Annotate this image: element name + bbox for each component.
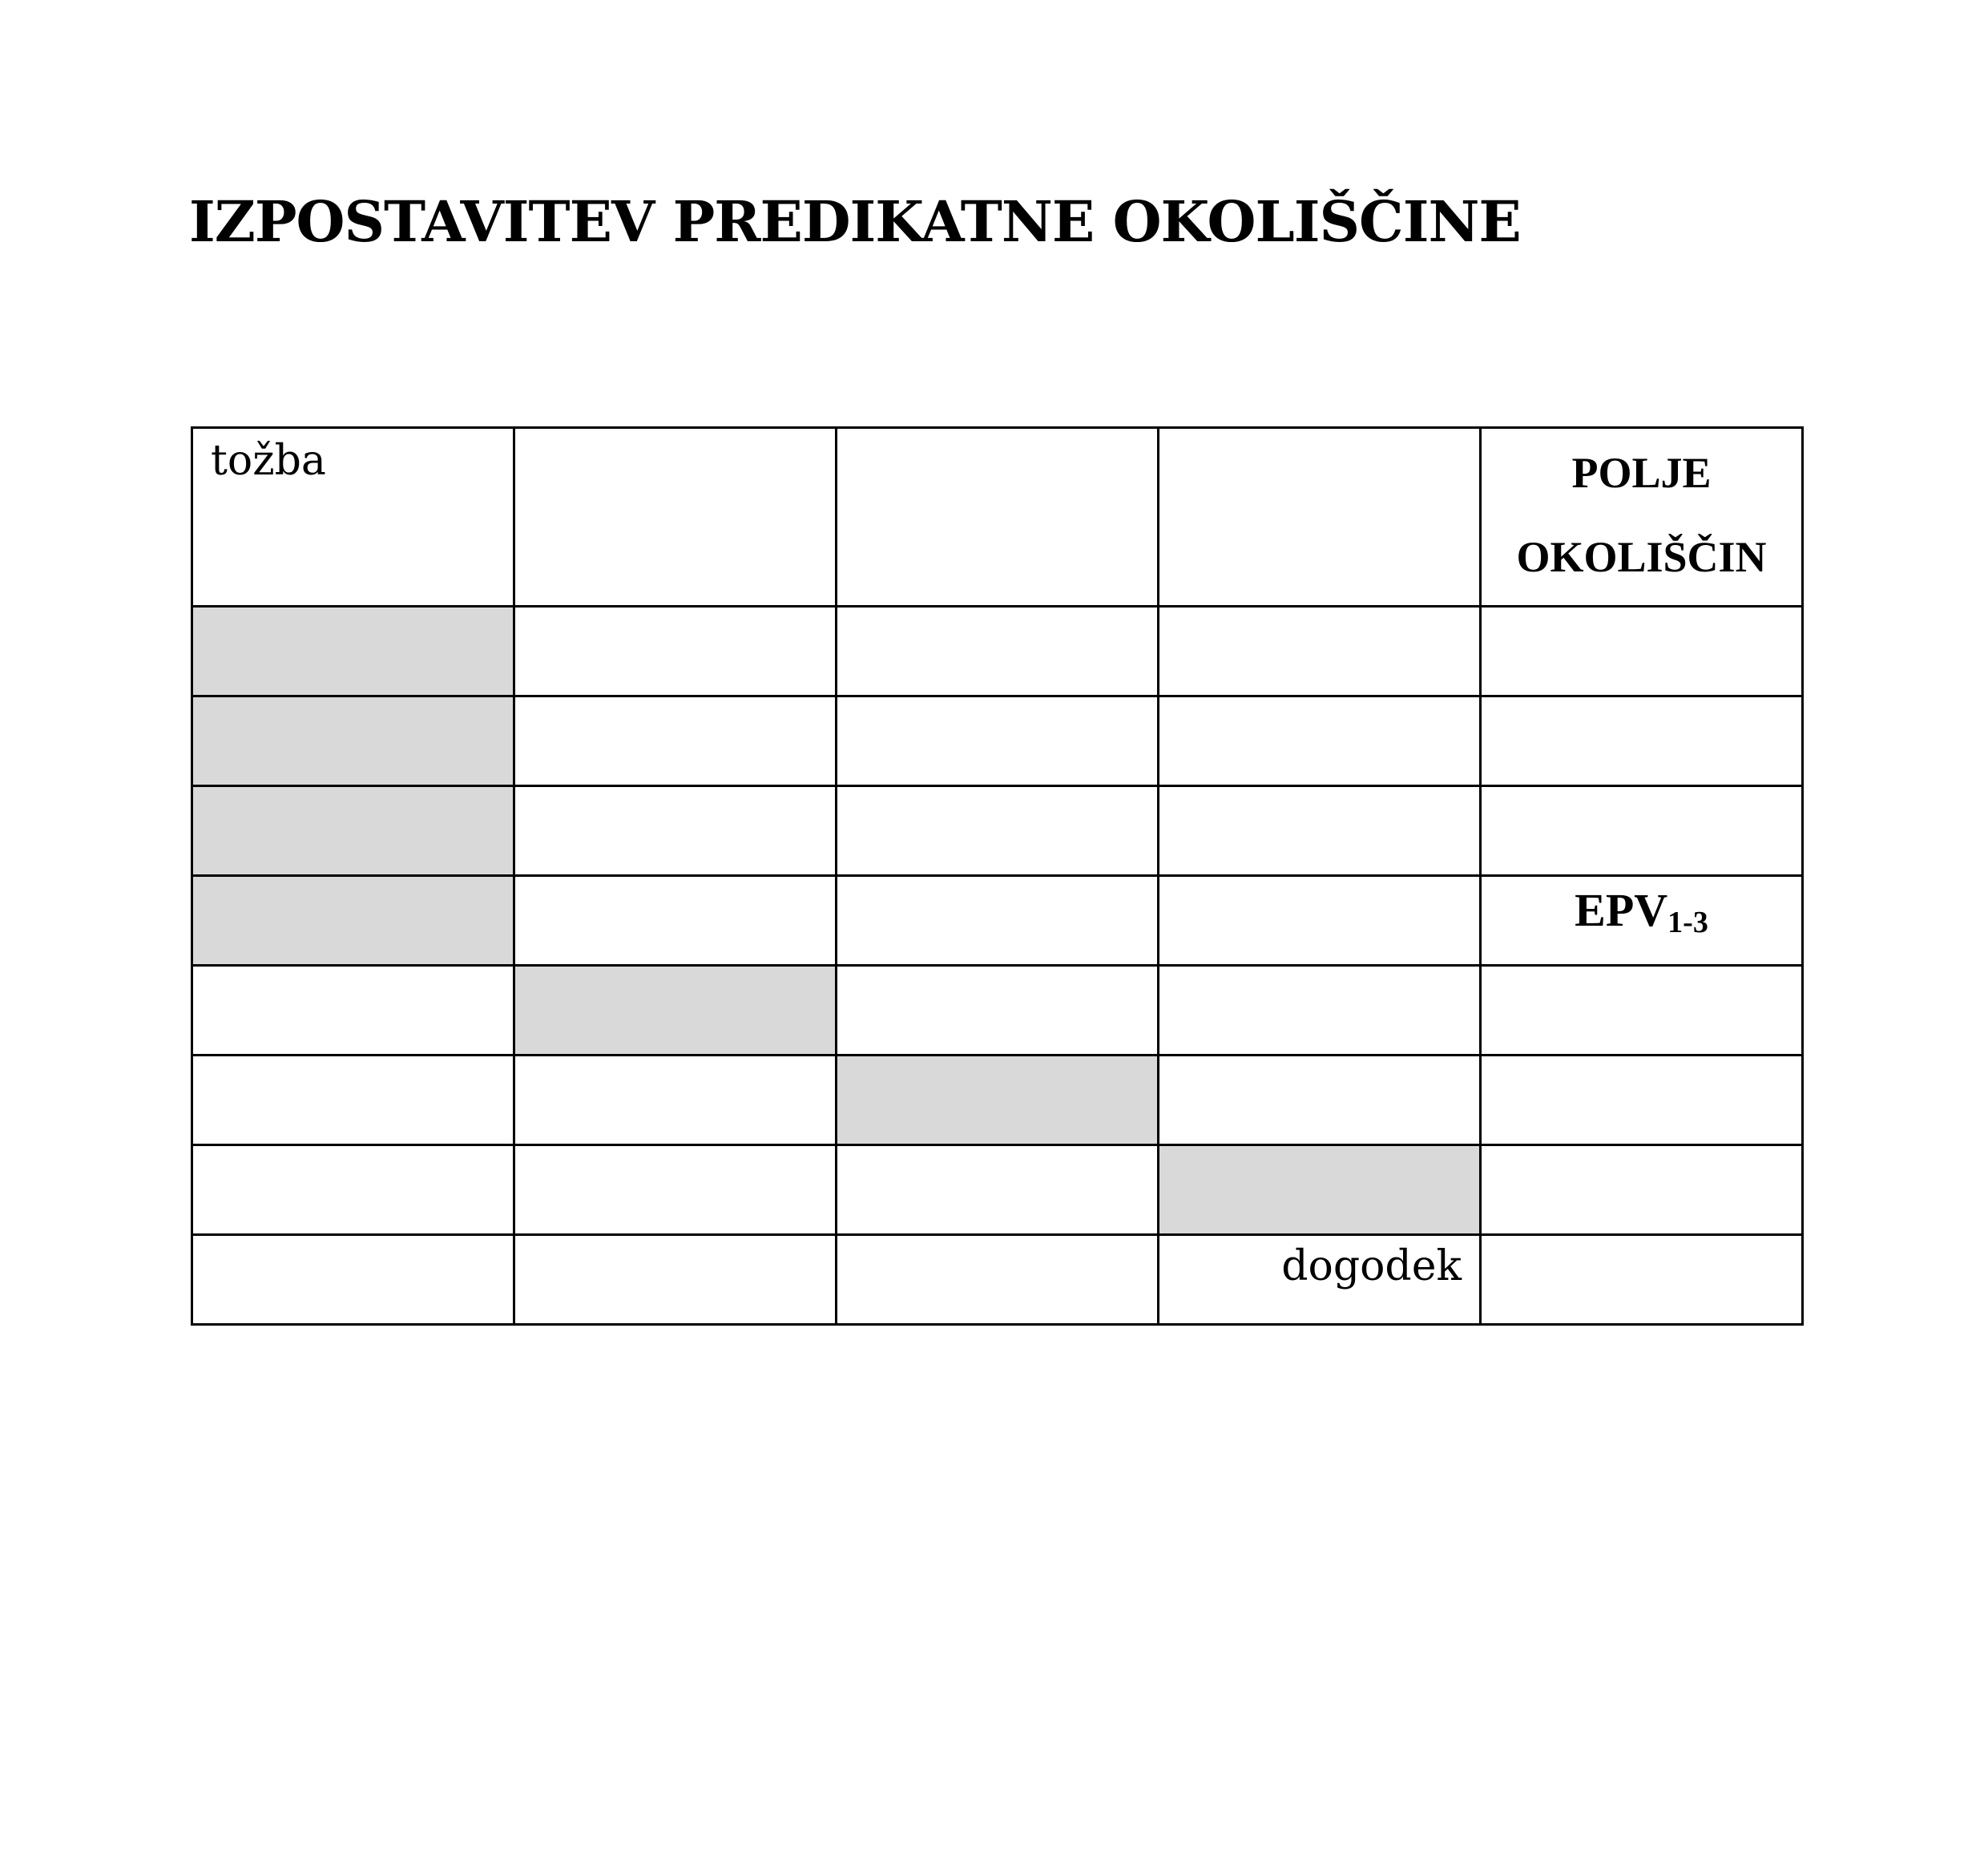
table-row <box>192 876 1803 966</box>
table-cell <box>1159 1056 1481 1145</box>
table-cell <box>192 966 514 1056</box>
field-header-line-2: OKOLIŠČIN <box>1516 533 1767 581</box>
table-row <box>192 1145 1803 1235</box>
table-row <box>192 966 1803 1056</box>
event-label: dogodek <box>1281 1242 1462 1290</box>
table-row <box>192 696 1803 786</box>
table-cell <box>514 1145 837 1235</box>
table-cell <box>837 696 1159 786</box>
table-cell <box>514 428 837 607</box>
table-cell-shaded <box>1159 1145 1481 1235</box>
table-cell-shaded <box>192 876 514 966</box>
table-cell-field-header <box>1481 428 1803 607</box>
table-cell-shaded <box>837 1056 1159 1145</box>
table-cell <box>192 1056 514 1145</box>
table-cell <box>514 786 837 876</box>
table-row <box>192 1056 1803 1145</box>
circumstance-table <box>191 426 1804 1326</box>
table-row <box>192 786 1803 876</box>
table-cell <box>1481 1145 1803 1235</box>
table-row <box>192 607 1803 696</box>
table-cell <box>1159 607 1481 696</box>
table-cell <box>514 696 837 786</box>
table-cell <box>1481 696 1803 786</box>
table-row <box>192 428 1803 607</box>
table-cell <box>1481 786 1803 876</box>
table-cell-shaded <box>192 607 514 696</box>
table-cell-claim <box>192 428 514 607</box>
table-row <box>192 1235 1803 1325</box>
table-cell <box>1159 876 1481 966</box>
table-cell <box>1159 966 1481 1056</box>
table-cell <box>192 1145 514 1235</box>
table-cell <box>514 1056 837 1145</box>
claim-label: tožba <box>211 437 326 485</box>
table-cell-shaded <box>514 966 837 1056</box>
table-cell <box>1159 696 1481 786</box>
table-cell <box>837 1145 1159 1235</box>
table-cell <box>1481 1235 1803 1325</box>
table-cell <box>514 607 837 696</box>
table-cell <box>514 1235 837 1325</box>
table-cell <box>837 607 1159 696</box>
epv-main: EPV <box>1575 884 1668 936</box>
table-cell <box>1481 607 1803 696</box>
table-cell <box>837 786 1159 876</box>
table-cell <box>837 876 1159 966</box>
page-title: IZPOSTAVITEV PREDIKATNE OKOLIŠČINE <box>189 188 1521 255</box>
table-cell <box>837 1235 1159 1325</box>
epv-subscript: 1-3 <box>1667 906 1708 939</box>
table-cell <box>1159 428 1481 607</box>
table-cell <box>192 1235 514 1325</box>
table-cell-epv <box>1481 876 1803 966</box>
table-cell <box>837 966 1159 1056</box>
table-cell <box>1159 786 1481 876</box>
field-header-line-1: POLJE <box>1571 449 1712 497</box>
table-cell-shaded <box>192 696 514 786</box>
table-cell <box>514 876 837 966</box>
table-cell-shaded <box>192 786 514 876</box>
epv-label <box>1482 877 1801 940</box>
table-cell <box>837 428 1159 607</box>
table-cell <box>1481 1056 1803 1145</box>
table-cell <box>1481 966 1803 1056</box>
table-cell-event <box>1159 1235 1481 1325</box>
